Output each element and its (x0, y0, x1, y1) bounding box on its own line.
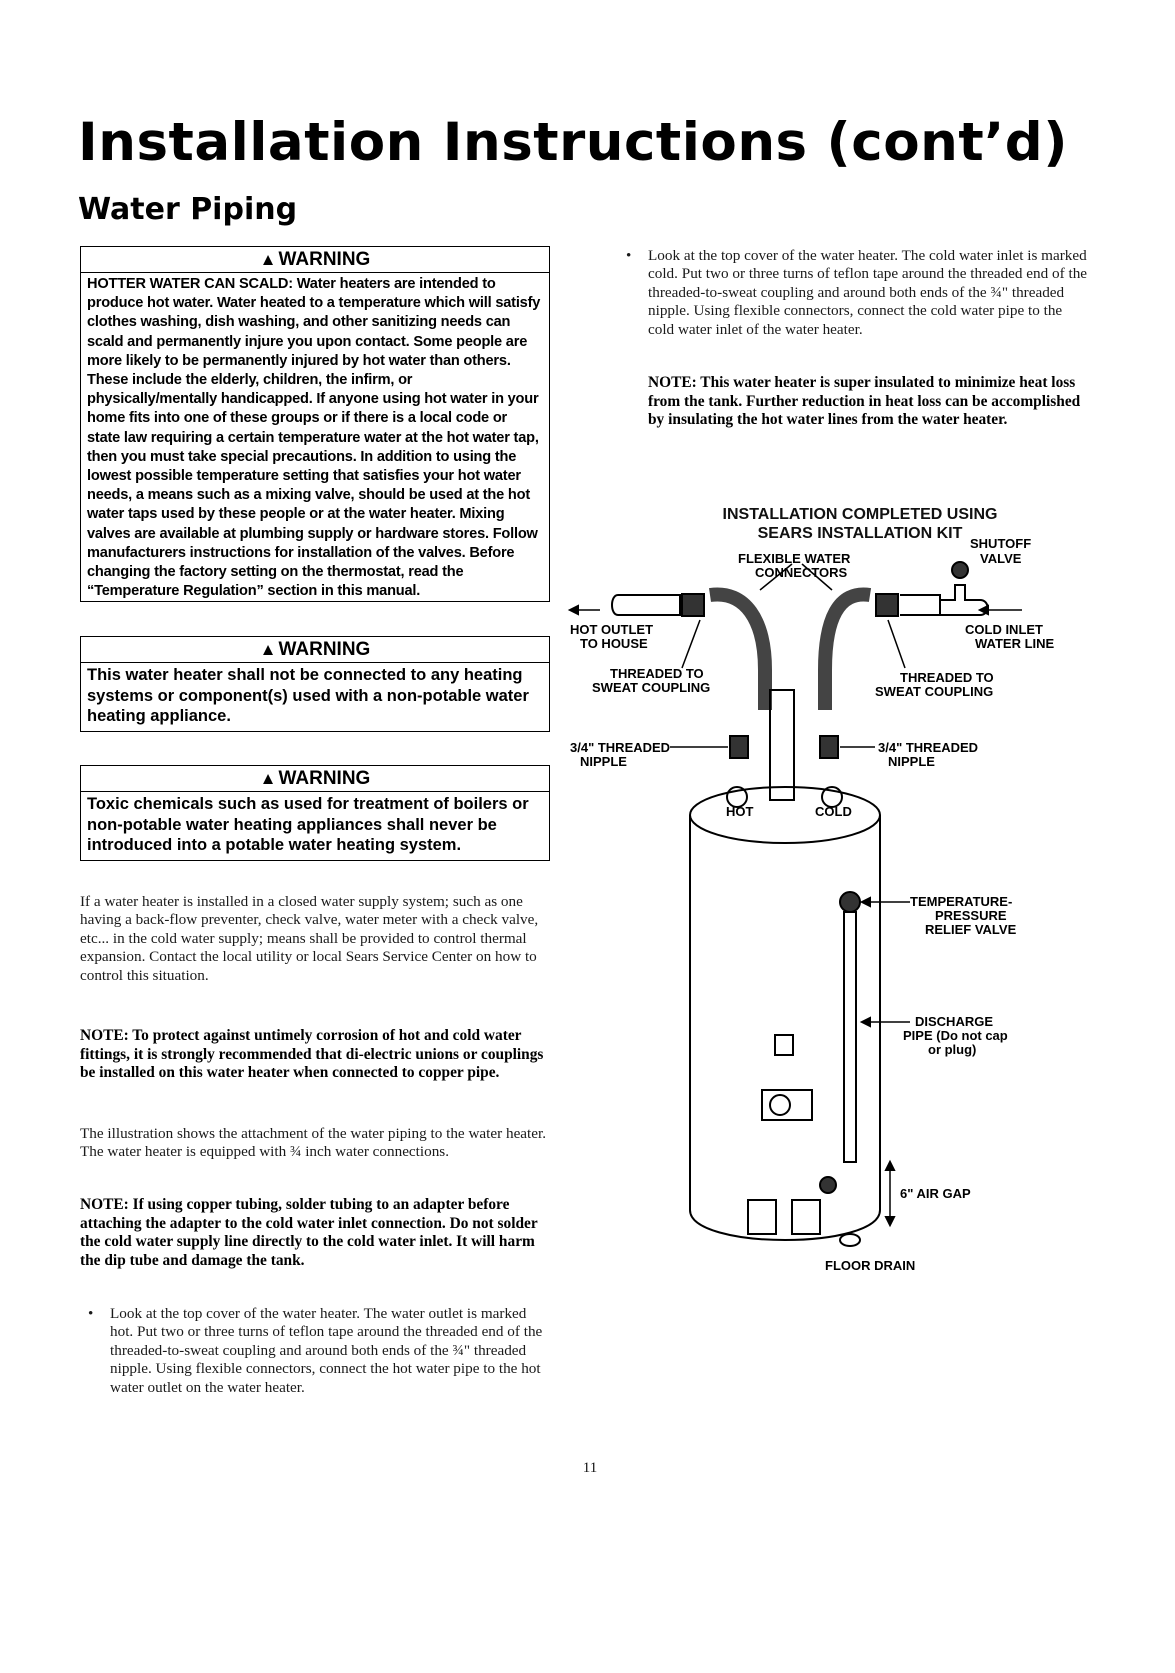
label-cold-inlet-2: WATER LINE (975, 636, 1055, 651)
drain-valve-icon (820, 1177, 836, 1193)
gas-control-knob-icon (770, 1095, 790, 1115)
warning-box-heating-systems (80, 636, 550, 732)
hot-pipe (612, 595, 680, 615)
tp-valve-icon (840, 892, 860, 912)
label-tts-right-2: SWEAT COUPLING (875, 684, 994, 699)
warning-text: Toxic chemicals such as used for treatment of boilers or non-potable water heating appliances shall never be introduced into a potable water heating system. (87, 795, 529, 854)
label-cold: COLD (815, 804, 852, 819)
bullet-dot: • (626, 247, 632, 264)
label-tts-right-1: THREADED TO (900, 670, 994, 685)
label-hot-outlet-2: TO HOUSE (580, 636, 648, 651)
label-nipple-left-1: 3/4" THREADED (570, 740, 671, 755)
bullet-dot: • (88, 1305, 94, 1322)
hot-nipple (730, 736, 748, 758)
note-copper-tubing: NOTE: If using copper tubing, solder tubing to an adapter before attaching the adapter to the cold water inlet connection. Do not solder the cold water supply line directly to the cold water inlet. It will harm the dip tube and damage the tank. (80, 1196, 538, 1269)
tank-bottom (690, 1210, 880, 1240)
label-tts-left-2: SWEAT COUPLING (592, 680, 711, 695)
warning-text: HOTTER WATER CAN SCALD: Water heaters are intended to produce hot water. Water heated to a temperature which will satisfy clothes washing, dish washing, and other sanitizing needs can scald and permanently injure you upon contact. Some people are more likely to be permanently injured by hot water than others. These include the elderly, children, the infirm, or physically/mentally handicapped. If anyone using hot water in your home fits into one of these groups or if there is a local code or state law requiring a certain temperature water at the hot water tap, then you must take special precautions. In addition to using the lowest possible temperature setting that satisfies your hot water needs, a means such as a mixing valve, should be used at the hot water taps used by these people or at the water heater. Mixing valves are available at plumbing supply or hardware stores. Follow manufacturers instructions for installation of the valves. Before changing the factory setting on the thermostat, read the “Temperature Regulation” section in this manual. (87, 276, 541, 600)
label-flexible-connectors-2: CONNECTORS (755, 565, 848, 580)
label-tts-left-1: THREADED TO (610, 666, 704, 681)
label-discharge-3: or plug) (928, 1042, 977, 1057)
label-nipple-right-1: 3/4" THREADED (878, 740, 979, 755)
water-heater-diagram (570, 536, 1130, 1400)
label-air-gap: 6" AIR GAP (900, 1186, 971, 1201)
label-shutoff-valve-1: SHUTOFF (970, 536, 1032, 551)
warning-heading: ▲ WARNING (81, 766, 549, 792)
label-discharge-1: DISCHARGE (915, 1014, 994, 1029)
warning-triangle-icon: ▲ (259, 640, 277, 659)
page-number: 11 (582, 1460, 598, 1476)
warning-box-toxic-chemicals (80, 765, 550, 861)
arrow-head (886, 1217, 894, 1225)
label-shutoff-valve-2: VALVE (980, 551, 1022, 566)
label-tp-valve-3: RELIEF VALVE (925, 922, 1017, 937)
bullet-cold-inlet: • Look at the top cover of the water heater. The cold water inlet is marked cold. Put two or three turns of teflon tape around the threaded end of the threaded-to-sweat coupling and around both ends of the ¾" threaded nipple. Using flexible connectors, connect the cold water pipe to the cold water inlet of the water heater. (626, 247, 1088, 338)
burner-access-right (792, 1200, 820, 1234)
cold-coupling (876, 594, 898, 616)
arrow-head (886, 1162, 894, 1170)
warning-box-scald (80, 246, 550, 602)
cold-nipple (820, 736, 838, 758)
warning-text: This water heater shall not be connected to any heating systems or component(s) used with a non-potable water heating appliance. (87, 666, 529, 725)
label-flexible-connectors-1: FLEXIBLE WATER (738, 551, 851, 566)
arrow-head (980, 606, 988, 614)
diagram-title: INSTALLATION COMPLETED USING SEARS INSTALLATION KIT (722, 506, 998, 542)
hot-flex-connector (710, 594, 765, 710)
leader-line (682, 620, 700, 668)
label-tp-valve-1: TEMPERATURE- (910, 894, 1013, 909)
label-hot-outlet-1: HOT OUTLET (570, 622, 654, 637)
paragraph-thermal-expansion: If a water heater is installed in a closed water supply system; such as one having a back-flow preventer, check valve, water meter with a check valve, etc... in the cold water supply; means shall be provided to control thermal expansion. Contact the local utility or local Sears Service Center on how to control this situation. (80, 893, 539, 984)
warning-triangle-icon: ▲ (259, 769, 277, 788)
warning-heading: ▲ WARNING (81, 247, 549, 273)
hot-coupling (682, 594, 704, 616)
page-title: Installation Instructions (cont’d) (78, 112, 1068, 173)
label-nipple-left-2: NIPPLE (580, 754, 627, 769)
arrow-head (862, 1018, 870, 1026)
leader-line (888, 620, 905, 668)
warning-heading: ▲ WARNING (81, 637, 549, 663)
cold-flex-connector (825, 594, 870, 710)
shutoff-valve-handle-icon (952, 562, 968, 578)
arrow-head (570, 606, 578, 614)
label-discharge-2: PIPE (Do not cap (903, 1028, 1008, 1043)
bullet-hot-outlet: • Look at the top cover of the water heater. The water outlet is marked hot. Put two or three turns of teflon tape around the threaded end of the threaded-to-sweat coupling and around both ends of the ¾" threaded nipple. Using flexible connectors, connect the hot water pipe to the hot water outlet on the water heater. (88, 1305, 543, 1396)
control-box (775, 1035, 793, 1055)
label-floor-drain: FLOOR DRAIN (825, 1258, 916, 1273)
burner-access-left (748, 1200, 776, 1234)
note-dielectric-unions: NOTE: To protect against untimely corrosion of hot and cold water fittings, it is strongly recommended that di-electric unions or couplings be installed on this water heater when connected to copper pipe. (80, 1027, 544, 1082)
warning-triangle-icon: ▲ (259, 250, 277, 269)
vent-pipe (770, 690, 794, 800)
note-insulation: NOTE: This water heater is super insulated to minimize heat loss from the tank. Further reduction in heat loss can be accomplished by insulating the hot water lines from the water heater. (648, 374, 1081, 429)
floor-drain-icon (840, 1234, 860, 1246)
cold-pipe (900, 595, 940, 615)
section-title: Water Piping (78, 192, 298, 227)
label-nipple-right-2: NIPPLE (888, 754, 935, 769)
discharge-pipe (844, 912, 856, 1162)
paragraph-illustration: The illustration shows the attachment of the water piping to the water heater. The water heater is equipped with ¾ inch water connections. (80, 1125, 547, 1161)
arrow-head (862, 898, 870, 906)
label-hot: HOT (726, 804, 754, 819)
label-cold-inlet-1: COLD INLET (965, 622, 1043, 637)
label-tp-valve-2: PRESSURE (935, 908, 1007, 923)
